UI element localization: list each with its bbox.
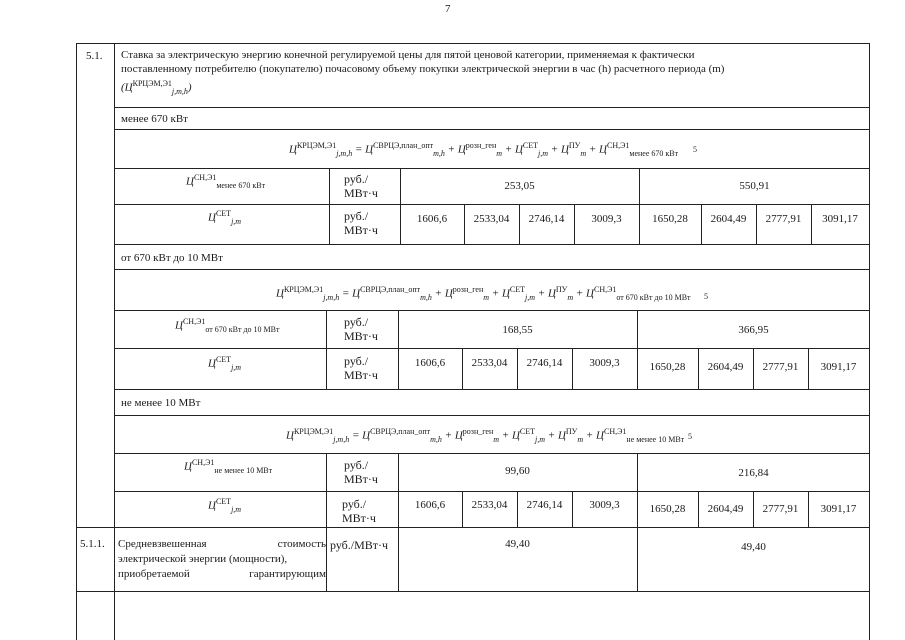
sn-value-period2: 216,84: [738, 467, 769, 479]
row-line: [114, 269, 870, 270]
page-number: 7: [445, 3, 451, 15]
section-number: 5.1.: [86, 50, 103, 62]
formula: $Ц^{КРЦЭМ,Э1}_{j,m,h} = Ц^{СВРЦЭ,план\_опт}_{m,h} + Ц^{розн\_ген}_m + Ц^{СЕТ}_{j,m} + Ц^{ПУ}_m + Ц^{СН,Э1}_{от 670 кВт до 10 МВт}$: [276, 285, 691, 302]
sn-symbol: $Ц^{СН,Э1}_{от 670 кВт до 10 МВт}$: [175, 317, 280, 334]
sn-value-period1: 253,05: [504, 180, 535, 192]
section-title-symbol: $(Ц^{КРЦЭМ,Э1}_{j,m,h})$: [121, 79, 192, 96]
net-value: 1650,28: [649, 361, 686, 373]
row-line: [114, 310, 870, 311]
net-value: 1606,6: [416, 213, 448, 225]
row-line: [114, 491, 870, 492]
section-title-line1: Ставка за электрическую энергию конечной регулируемой цены для пятой ценовой категории, применяемая к фактически: [121, 49, 695, 61]
sn-value-period1: 99,60: [505, 465, 530, 477]
col-line: [398, 310, 399, 389]
net-value: 2533,04: [471, 499, 508, 511]
col-line: [637, 527, 638, 591]
col-line: [637, 310, 638, 389]
subsection-value-period2: 49,40: [741, 541, 766, 553]
net-symbol: $Ц^{СЕТ}_{j,m}$: [208, 209, 242, 226]
formula-note: 5: [688, 432, 692, 441]
unit-label: руб./ МВт·ч: [344, 458, 378, 486]
subsection-desc-line3: приобретаемой гарантирующим: [118, 568, 326, 580]
net-value: 2777,91: [765, 213, 802, 225]
row-line: [114, 244, 870, 245]
net-value: 2604,49: [707, 361, 744, 373]
unit-label: руб./ МВт·ч: [344, 315, 378, 343]
subsection-desc-line2: электрической энергии (мощности),: [118, 553, 288, 565]
section-title-line2: поставленному потребителю (покупателю) почасовому объему покупки электрической энергии в час (h) расчетного периода (m): [121, 63, 725, 75]
unit-label: руб./ МВт·ч: [342, 497, 376, 525]
net-value: 2604,49: [707, 503, 744, 515]
subsection-number: 5.1.1.: [80, 538, 105, 550]
group-label: от 670 кВт до 10 МВт: [121, 252, 223, 264]
net-symbol: $Ц^{СЕТ}_{j,m}$: [208, 497, 242, 514]
row-line: [114, 389, 870, 390]
unit-label: руб./ МВт·ч: [344, 172, 378, 200]
group-label: менее 670 кВт: [121, 113, 188, 125]
sn-symbol: $Ц^{СН,Э1}_{не менее 10 МВт}$: [184, 458, 273, 475]
formula-note: 5: [704, 292, 708, 301]
row-line: [114, 348, 870, 349]
net-symbol: $Ц^{СЕТ}_{j,m}$: [208, 355, 242, 372]
row-line: [76, 43, 870, 44]
net-value: 1606,6: [414, 499, 446, 511]
col-line: [326, 310, 327, 389]
row-line: [114, 453, 870, 454]
net-value: 3091,17: [820, 503, 857, 515]
formula: $Ц^{КРЦЭМ,Э1}_{j,m,h} = Ц^{СВРЦЭ,план\_опт}_{m,h} + Ц^{розн\_ген}_m + Ц^{СЕТ}_{j,m} + Ц^{ПУ}_m + Ц^{СН,Э1}_{менее 670 кВт}$: [289, 141, 679, 158]
subsection-unit: руб./МВт·ч: [330, 538, 389, 552]
formula-note: 5: [693, 145, 697, 154]
col-line: [329, 168, 330, 244]
net-value: 3009,3: [589, 357, 620, 369]
unit-label: руб./ МВт·ч: [344, 209, 378, 237]
sn-value-period1: 168,55: [502, 324, 533, 336]
net-value: 3091,17: [820, 361, 857, 373]
net-value: 2604,49: [710, 213, 747, 225]
section-number-divider: [114, 43, 115, 640]
row-line: [114, 168, 870, 169]
row-line: [114, 129, 870, 130]
net-value: 3009,3: [589, 499, 620, 511]
col-line: [326, 453, 327, 527]
net-value: 2746,14: [526, 357, 563, 369]
subsection-value-period1: 49,40: [505, 538, 530, 550]
group-label: не менее 10 МВт: [121, 397, 201, 409]
row-line: [76, 527, 870, 528]
row-line: [76, 591, 870, 592]
sn-value-period2: 550,91: [739, 180, 770, 192]
net-value: 1606,6: [414, 357, 446, 369]
col-line: [398, 527, 399, 591]
net-value: 2746,14: [528, 213, 565, 225]
net-value: 2746,14: [526, 499, 563, 511]
net-value: 2777,91: [762, 361, 799, 373]
net-value: 3091,17: [822, 213, 858, 225]
sn-symbol: $Ц^{СН,Э1}_{менее 670 кВт}$: [186, 173, 266, 190]
formula: $Ц^{КРЦЭМ,Э1}_{j,m,h} = Ц^{СВРЦЭ,план\_опт}_{m,h} + Ц^{розн\_ген}_m + Ц^{СЕТ}_{j,m} + Ц^{ПУ}_m + Ц^{СН,Э1}_{не менее 10 МВт}$: [286, 427, 685, 444]
tariff-table: [76, 43, 870, 640]
net-value: 2777,91: [762, 503, 799, 515]
subsection-desc-line1: Средневзвешенная стоимость: [118, 538, 326, 550]
net-value: 1650,28: [649, 503, 686, 515]
net-value: 3009,3: [591, 213, 622, 225]
table-border-left: [76, 43, 77, 640]
net-value: 2533,04: [471, 357, 508, 369]
col-line: [326, 527, 327, 591]
unit-label: руб./ МВт·ч: [344, 354, 378, 382]
net-value: 1650,28: [652, 213, 688, 225]
sn-value-period2: 366,95: [738, 324, 769, 336]
row-line: [114, 107, 870, 108]
row-line: [114, 415, 870, 416]
net-value: 2533,04: [473, 213, 510, 225]
